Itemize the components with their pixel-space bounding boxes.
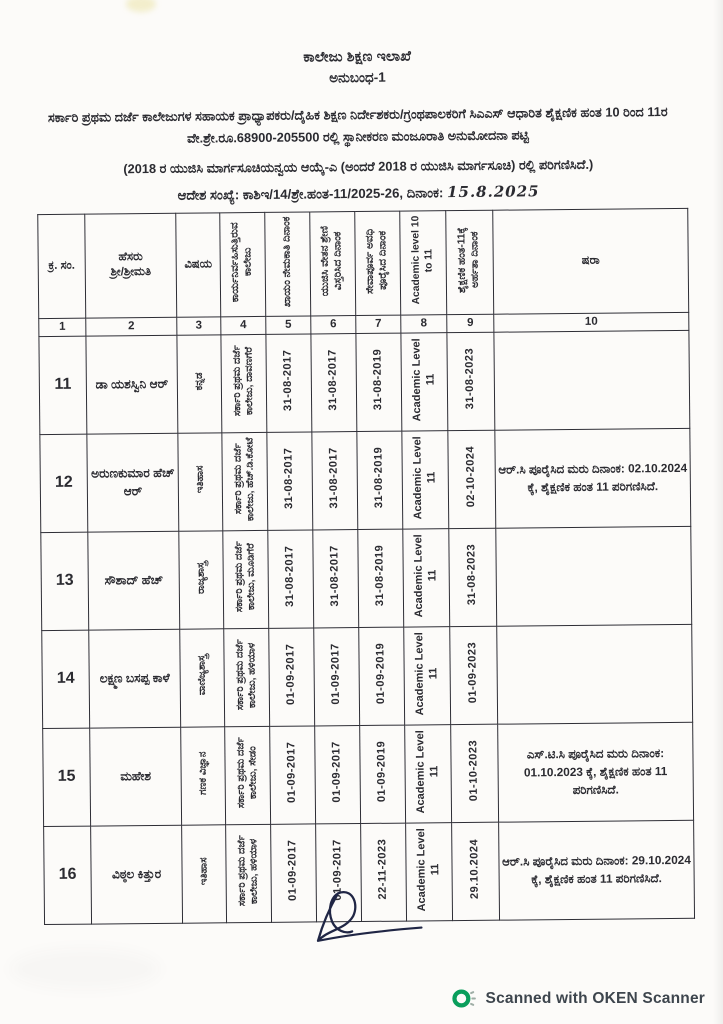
cell-remarks: ಆರ್.ಸಿ ಪೂರೈಸಿದ ಮರು ದಿನಾಂಕ: 02.10.2024 ಕ್ಕೆ, ಶೈಕ್ಷಣಿಕ ಹಂತ 11 ಪರಿಗಣಿಸಿದೆ.: [495, 428, 691, 528]
cell-academic-level: Academic Level 11: [406, 822, 453, 920]
cell-eligibility-date: 01-09-2023: [450, 626, 498, 724]
header-remarks: ಷರಾ: [493, 208, 689, 314]
table-row: [40, 428, 691, 532]
document-paragraph: ಸರ್ಕಾರಿ ಪ್ರಥಮ ದರ್ಜೆ ಕಾಲೇಜುಗಳ ಸಹಾಯಕ ಪ್ರಾಧ್ಯಾಪಕರು/ದೈಹಿಕ ಶಿಕ್ಷಣ ನಿರ್ದೇಶಕರು/ಗ್ರಂಥಪಾಲಕರಿಗೆ ಸಿಎಎಸ್ ಆಧಾರಿತ ಶೈಕ್ಷಣಿಕ ಹಂತ 10 ರಿಂದ 11ರ ವೇ.ಶ್ರೇ.ರೂ.68900-205500 ರಲ್ಲಿ ಸ್ಥಾನೀಕರಣ ಮಂಜೂರಾತಿ ಅನುಮೋದನಾ ಪಟ್ಟಿ: [47, 104, 668, 147]
annexure-title: ಅನುಬಂಧ-1: [329, 69, 386, 86]
cell-name: ಲಕ್ಷ್ಮಣ ಬಸಪ್ಪ ಕಾಳೆ: [89, 629, 181, 728]
cell-remarks: [497, 624, 693, 724]
cell-appointment-date: 01-09-2017: [271, 824, 317, 922]
cell-appointment-date: 31-08-2017: [268, 530, 314, 628]
cell-subject: ರಾಜ್ಯಶಾಸ್ತ್ರ: [179, 531, 224, 629]
cell-academic-level: Academic Level 11: [405, 724, 452, 822]
cell-service-completion-date: 01-09-2019: [360, 725, 406, 823]
cell-name: ಡಾ ಯಶಸ್ವಿನಿ ಆರ್: [86, 335, 178, 434]
cell-subject: ವಾಣಿಜ್ಯಶಾಸ್ತ್ರ: [180, 629, 225, 727]
cell-subject: ಇತಿಹಾಸ: [178, 433, 223, 531]
table-row: [39, 330, 690, 434]
cell-college: ಸರ್ಕಾರಿ ಪ್ರಥಮ ದರ್ಜೆ ಕಾಲೇಜು, ಮೂಡಿಗೆರೆ: [223, 530, 269, 628]
cell-service-completion-date: 31-08-2019: [357, 431, 403, 529]
cell-college: ಸರ್ಕಾರಿ ಪ್ರಥಮ ದರ್ಜೆ ಕಾಲೇಜು, ಹಳಿಯಾಳ: [226, 824, 272, 922]
col-number: 10: [494, 312, 689, 332]
col-number: 7: [356, 315, 401, 333]
cell-sl: 16: [44, 826, 92, 924]
cell-service-completion-date: 01-09-2019: [359, 627, 405, 725]
cell-appointment-date: 31-08-2017: [267, 432, 313, 530]
header-academic-level: Academic level 10 to 11: [400, 210, 447, 314]
table-header-row: [38, 208, 689, 318]
cell-ugc-scale-date: 01-09-2017: [315, 725, 361, 823]
cell-sl: 14: [42, 630, 90, 728]
header-appointment-date: ಖಾಯಂ ನೇಮಕಾತಿ ದಿನಾಂಕ: [265, 212, 311, 316]
cell-name: ಸೌಶಾದ್ ಹೆಚ್: [88, 531, 180, 630]
approval-table: [37, 208, 695, 925]
cell-name: ವಿಠ್ಠಲ ಕಿತ್ತುರ: [91, 825, 183, 924]
cell-subject: ಇತಿಹಾಸ: [182, 825, 227, 923]
guideline-note: (2018 ರ ಯುಜಿಸಿ ಮಾರ್ಗಸೂಚಿಯನ್ವಯ ಆಯ್ಕೆ-ಎ (ಅಂದರೆ 2018 ರ ಯುಜಿಸಿ ಮಾರ್ಗಸೂಚಿ) ರಲ್ಲಿ ಪರಿಗಣಿಸಿದೆ.): [123, 156, 594, 177]
cell-eligibility-date: 31-08-2023: [447, 332, 495, 430]
col-number: 2: [86, 317, 177, 336]
cell-eligibility-date: 02-10-2024: [448, 430, 496, 528]
col-number: 3: [177, 317, 221, 335]
col-number: 6: [311, 315, 356, 333]
signature: [298, 880, 450, 960]
cell-academic-level: Academic Level 11: [401, 332, 448, 430]
document-title: ಕಾಲೇಜು ಶಿಕ್ಷಣ ಇಲಾಖೆ: [303, 47, 412, 65]
order-number-label: ಆದೇಶ ಸಂಖ್ಯೆ: ಕಾಶಿಇ/14/ಶ್ರೇ.ಹಂತ-11/2025-26, ದಿನಾಂಕ:: [177, 184, 444, 203]
cell-academic-level: Academic Level 11: [403, 528, 450, 626]
cell-remarks: [496, 526, 692, 626]
col-number: 5: [266, 316, 311, 334]
cell-sl: 11: [39, 336, 87, 434]
header-subject: ವಿಷಯ: [176, 213, 221, 317]
cell-subject: ಗಣಕ ವಿಜ್ಞಾನ: [181, 727, 226, 825]
cell-ugc-scale-date: 31-08-2017: [311, 333, 357, 431]
cell-sl: 12: [40, 434, 88, 532]
cell-remarks: [494, 330, 690, 430]
table-row: [42, 624, 693, 728]
cell-college: ಸರ್ಕಾರಿ ಪ್ರಥಮ ದರ್ಜೆ ಕಾಲೇಜು, ಸೇಡಂ: [225, 726, 271, 824]
col-number: 9: [447, 314, 494, 332]
order-number-line: [0, 180, 720, 205]
scanner-text: Scanned with OKEN Scanner: [485, 989, 705, 1007]
header-name: ಹೆಸರು ಶ್ರೀ/ಶ್ರೀಮತಿ: [85, 213, 177, 318]
cell-ugc-scale-date: 31-08-2017: [312, 431, 358, 529]
cell-appointment-date: 31-08-2017: [266, 334, 312, 432]
cell-remarks: ಆರ್.ಸಿ ಪೂರೈಸಿದ ಮರು ದಿನಾಂಕ: 29.10.2024 ಕ್ಕೆ, ಶೈಕ್ಷಣಿಕ ಹಂತ 11 ಪರಿಗಣಿಸಿದೆ.: [499, 820, 695, 920]
col-number: 4: [221, 316, 266, 334]
cell-service-completion-date: 31-08-2019: [356, 333, 402, 431]
header-ugc-scale-date: ಯುಜಿಸಿ ವೇತನ ಶ್ರೇಣಿ ವಿಸ್ತರಿಸಿದ ದಿನಾಂಕ: [310, 211, 356, 315]
cell-sl: 15: [43, 728, 91, 826]
cell-ugc-scale-date: 01-09-2017: [316, 823, 362, 921]
col-number: 1: [39, 318, 86, 336]
cell-sl: 13: [41, 532, 89, 630]
oken-scanner-icon: [450, 985, 477, 1012]
cell-ugc-scale-date: 31-08-2017: [313, 529, 359, 627]
cell-name: ಮಹೇಶ: [90, 727, 182, 826]
header-college: ಕಾರ್ಯನಿರ್ವಹಿಸುತ್ತಿರುವ ಕಾಲೇಜು: [220, 212, 266, 316]
scan-smudge-bottom: [10, 948, 160, 990]
cell-service-completion-date: 22-11-2023: [361, 823, 407, 921]
cell-academic-level: Academic Level 11: [402, 430, 449, 528]
header-service-completion-date: ಸೇವಾಪೂರ್ವ ಅವಧಿ ಪೂರೈಸಿದ ದಿನಾಂಕ: [355, 211, 401, 315]
cell-college: ಸರ್ಕಾರಿ ಪ್ರಥಮ ದರ್ಜೆ ಕಾಲೇಜು, ಹಳಿಯಾಳ: [224, 628, 270, 726]
cell-subject: ಕನ್ನಡ: [177, 335, 222, 433]
cell-appointment-date: 01-09-2017: [270, 726, 316, 824]
table-row: [43, 722, 694, 826]
handwritten-date: 15.8.2025: [446, 182, 540, 201]
header-eligibility-date: ಶೈಕ್ಷಣಿಕ ಹಂತ-11ಕ್ಕೆ ಅರ್ಹತಾ ದಿನಾಂಕ: [446, 210, 494, 314]
cell-academic-level: Academic Level 11: [404, 626, 451, 724]
cell-ugc-scale-date: 01-09-2017: [314, 627, 360, 725]
cell-eligibility-date: 29.10.2024: [452, 822, 500, 920]
table-row: [41, 526, 692, 630]
cell-service-completion-date: 31-08-2019: [358, 529, 404, 627]
cell-appointment-date: 01-09-2017: [269, 628, 315, 726]
col-number: 8: [401, 314, 447, 332]
cell-college: ಸರ್ಕಾರಿ ಪ್ರಥಮ ದರ್ಜೆ ಕಾಲೇಜು, ದಾವಣಗೆರೆ: [221, 334, 267, 432]
cell-eligibility-date: 01-10-2023: [451, 724, 499, 822]
cell-eligibility-date: 31-08-2023: [449, 528, 497, 626]
cell-college: ಸರ್ಕಾರಿ ಪ್ರಥಮ ದರ್ಜೆ ಕಾಲೇಜು, ಹೆಚ್.ಡಿ.ಕೋಟೆ: [222, 432, 268, 530]
cell-remarks: ಎಸ್.ಟಿ.ಸಿ ಪೂರೈಸಿದ ಮರು ದಿನಾಂಕ: 01.10.2023 ಕ್ಕೆ, ಶೈಕ್ಷಣಿಕ ಹಂತ 11 ಪರಿಗಣಿಸಿದೆ.: [498, 722, 694, 822]
header-sl-no: ಕ್ರ. ಸಂ.: [38, 214, 86, 318]
scanner-badge: [450, 985, 705, 1012]
cell-name: ಅರುಣಕುಮಾರ ಹೆಚ್ ಆರ್: [87, 433, 179, 532]
